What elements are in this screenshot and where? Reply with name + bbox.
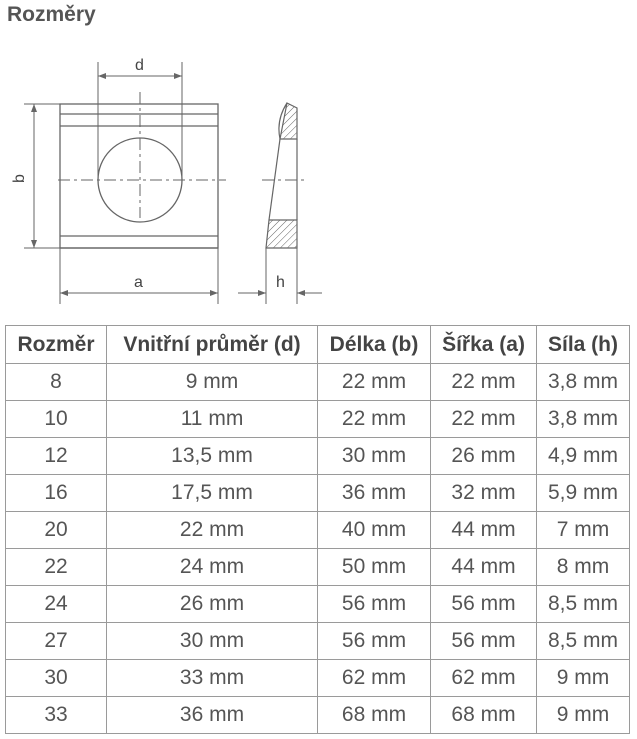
cell-inner-diameter: 13,5 mm [107, 438, 318, 475]
cell-thickness: 8,5 mm [537, 586, 630, 623]
label-a: a [134, 274, 143, 291]
table-header-row [6, 326, 630, 364]
cell-length: 56 mm [318, 586, 431, 623]
cell-size: 30 [6, 660, 107, 697]
table-body [6, 364, 630, 734]
table-row [6, 586, 630, 623]
cell-length: 30 mm [318, 438, 431, 475]
cell-inner-diameter: 22 mm [107, 512, 318, 549]
cell-inner-diameter: 24 mm [107, 549, 318, 586]
cell-width: 56 mm [431, 586, 537, 623]
cell-width: 32 mm [431, 475, 537, 512]
cell-inner-diameter: 26 mm [107, 586, 318, 623]
page-title: Rozměry [7, 3, 96, 26]
table-row [6, 512, 630, 549]
cell-inner-diameter: 17,5 mm [107, 475, 318, 512]
front-view [24, 62, 226, 304]
cell-size: 12 [6, 438, 107, 475]
cell-thickness: 8 mm [537, 549, 630, 586]
cell-length: 50 mm [318, 549, 431, 586]
label-d: d [135, 57, 144, 74]
cell-thickness: 4,9 mm [537, 438, 630, 475]
table-row [6, 438, 630, 475]
cell-inner-diameter: 36 mm [107, 697, 318, 734]
cell-size: 16 [6, 475, 107, 512]
table-row [6, 549, 630, 586]
cell-thickness: 3,8 mm [537, 401, 630, 438]
label-h: h [276, 274, 285, 291]
header-length: Délka (b) [318, 326, 431, 364]
table-row [6, 697, 630, 734]
table-row [6, 623, 630, 660]
cell-width: 56 mm [431, 623, 537, 660]
cell-inner-diameter: 33 mm [107, 660, 318, 697]
cell-length: 68 mm [318, 697, 431, 734]
cell-width: 26 mm [431, 438, 537, 475]
cell-size: 24 [6, 586, 107, 623]
cell-width: 68 mm [431, 697, 537, 734]
cell-width: 62 mm [431, 660, 537, 697]
header-thickness: Síla (h) [537, 326, 630, 364]
cell-thickness: 9 mm [537, 660, 630, 697]
table-row [6, 475, 630, 512]
cell-width: 22 mm [431, 364, 537, 401]
label-b: b [11, 174, 28, 183]
cell-length: 56 mm [318, 623, 431, 660]
header-size: Rozměr [6, 326, 107, 364]
cell-width: 44 mm [431, 512, 537, 549]
table-row [6, 364, 630, 401]
cell-thickness: 9 mm [537, 697, 630, 734]
cell-thickness: 5,9 mm [537, 475, 630, 512]
cell-length: 22 mm [318, 401, 431, 438]
cell-length: 22 mm [318, 364, 431, 401]
washer-dimension-drawing [0, 40, 340, 310]
cell-thickness: 8,5 mm [537, 623, 630, 660]
table-row [6, 401, 630, 438]
header-width: Šířka (a) [431, 326, 537, 364]
cell-size: 33 [6, 697, 107, 734]
cell-length: 62 mm [318, 660, 431, 697]
cell-length: 40 mm [318, 512, 431, 549]
header-inner-diameter: Vnitřní průměr (d) [107, 326, 318, 364]
cell-thickness: 3,8 mm [537, 364, 630, 401]
cell-size: 27 [6, 623, 107, 660]
table-row [6, 660, 630, 697]
cell-thickness: 7 mm [537, 512, 630, 549]
cell-inner-diameter: 30 mm [107, 623, 318, 660]
cell-inner-diameter: 9 mm [107, 364, 318, 401]
cell-width: 22 mm [431, 401, 537, 438]
cell-length: 36 mm [318, 475, 431, 512]
cell-size: 10 [6, 401, 107, 438]
cell-size: 20 [6, 512, 107, 549]
cell-size: 8 [6, 364, 107, 401]
cell-width: 44 mm [431, 549, 537, 586]
dimensions-table [5, 325, 630, 734]
cell-size: 22 [6, 549, 107, 586]
cell-inner-diameter: 11 mm [107, 401, 318, 438]
